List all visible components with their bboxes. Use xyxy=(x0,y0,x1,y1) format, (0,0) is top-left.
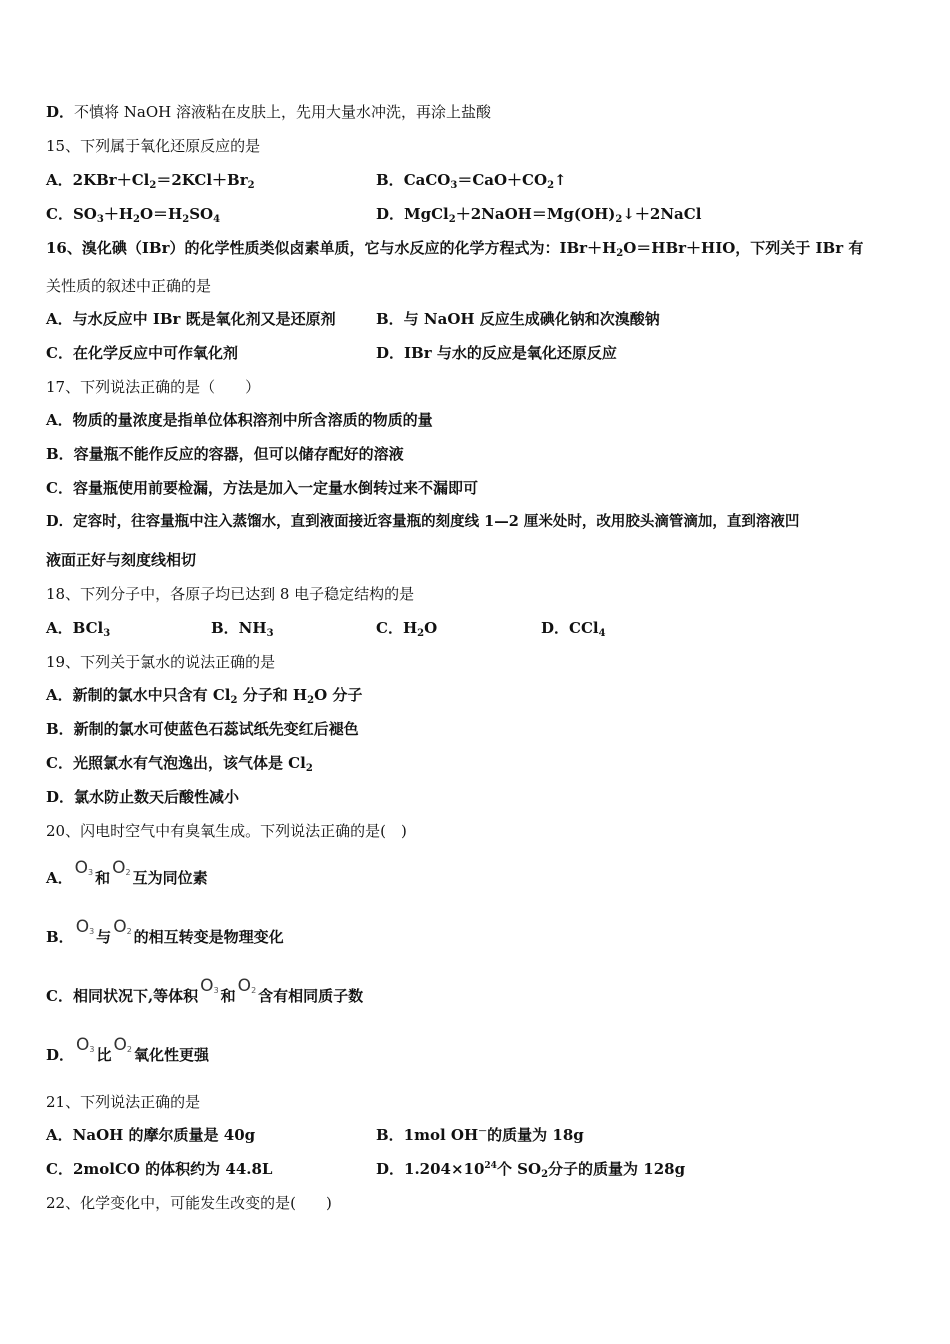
q17-option-d-line1: D．定容时，往容量瓶中注入蒸馏水，直到液面接近容量瓶的刻度线 1—2 厘米处时，改用胶头滴管滴加，直到溶液凹 xyxy=(46,513,800,530)
question-21: 21、下列说法正确的是 xyxy=(46,1093,201,1111)
q14-option-d xyxy=(46,102,491,122)
question-19: 19、下列关于氯水的说法正确的是 xyxy=(46,653,276,671)
q19-option-d: D．氯水防止数天后酸性减小 xyxy=(46,788,240,806)
question-16-line1: 16、溴化碘（IBr）的化学性质类似卤素单质，它与水反应的化学方程式为：$IBr+H_2O=HBr+HIO$，下列关于 IBr 有 xyxy=(46,239,864,259)
option-label: D． xyxy=(46,103,75,121)
oxygen-formula: $O_2$ xyxy=(113,917,132,937)
q17-option-b: B．容量瓶不能作反应的容器，但可以储存配好的溶液 xyxy=(46,445,404,463)
q16-option-d: D．IBr 与水的反应是氧化还原反应 xyxy=(376,344,617,362)
q18-option-b: B．$NH_3$ xyxy=(211,619,274,639)
question-18: 18、下列分子中，各原子均已达到 8 电子稳定结构的是 xyxy=(46,585,415,603)
q17-option-a: A．物质的量浓度是指单位体积溶剂中所含溶质的物质的量 xyxy=(46,411,433,429)
question-16-line2: 关性质的叙述中正确的是 xyxy=(46,277,212,295)
question-15: 15、下列属于氧化还原反应的是 xyxy=(46,137,261,155)
q15-option-d: D．$MgCl_2+2NaOH=Mg(OH)_2↓+2NaCl$ xyxy=(376,205,702,225)
q16-option-a: A．与水反应中 IBr 既是氧化剂又是还原剂 xyxy=(46,310,336,328)
ozone-formula: $O_3$ xyxy=(75,917,95,937)
q21-option-c: C．2molCO 的体积约为 44.8L xyxy=(46,1160,273,1178)
q18-option-c: C．$H_2O$ xyxy=(376,619,438,639)
question-20: 20、闪电时空气中有臭氧生成。下列说法正确的是( ) xyxy=(46,822,407,840)
oxygen-formula: $O_2$ xyxy=(113,1035,132,1055)
q15-option-b: B．$CaCO_3=CaO+CO_2↑$ xyxy=(376,171,567,191)
q21-option-b: B．1mol OH－的质量为 18g xyxy=(376,1126,584,1144)
q21-option-a: A．NaOH 的摩尔质量是 40g xyxy=(46,1126,256,1144)
q15-option-c: C．$SO_3+H_2O=H_2SO_4$ xyxy=(46,205,221,225)
q18-option-d: D．CCl$_4$ xyxy=(541,619,606,639)
q20-option-d: D． $O_3$ 比 $O_2$ 氧化性更强 xyxy=(46,1035,210,1064)
q19-option-c: C．光照氯水有气泡逸出，该气体是 $Cl_2$ xyxy=(46,754,313,774)
q20-option-a: A． $O_3$ 和 $O_2$ 互为同位素 xyxy=(46,858,208,887)
ozone-formula: $O_3$ xyxy=(200,976,219,996)
ozone-formula: $O_3$ xyxy=(76,1035,95,1055)
q20-option-b: B． $O_3$ 与 $O_2$ 的相互转变是物理变化 xyxy=(46,917,284,946)
question-17: 17、下列说法正确的是（ ） xyxy=(46,378,261,396)
oxygen-formula: $O_2$ xyxy=(237,976,257,996)
q17-option-d-line2: 液面正好与刻度线相切 xyxy=(46,551,197,569)
q19-option-a: A．新制的氯水中只含有 $Cl_2$ 分子和 $H_2O$ 分子 xyxy=(46,686,363,706)
q20-option-c: C．相同状况下,等体积 $O_3$ 和 $O_2$ 含有相同质子数 xyxy=(46,976,364,1005)
q15-option-a: A．$2KBr+Cl_2=2KCl+Br_2$ xyxy=(46,171,255,191)
q16-option-b: B．与 NaOH 反应生成碘化钠和次溴酸钠 xyxy=(376,310,660,328)
question-22: 22、化学变化中，可能发生改变的是( ) xyxy=(46,1194,332,1212)
ozone-formula: $O_3$ xyxy=(74,858,94,878)
q17-option-c: C．容量瓶使用前要检漏，方法是加入一定量水倒转过来不漏即可 xyxy=(46,479,478,497)
option-text: 不慎将 NaOH 溶液粘在皮肤上，先用大量水冲洗，再涂上盐酸 xyxy=(74,103,492,121)
q21-option-d: D．$1.204\times 10^{24}$个 $SO_2$分子的质量为 128g xyxy=(376,1160,686,1180)
q19-option-b: B．新制的氯水可使蓝色石蕊试纸先变红后褪色 xyxy=(46,720,359,738)
q16-option-c: C．在化学反应中可作氧化剂 xyxy=(46,344,238,362)
oxygen-formula: $O_2$ xyxy=(112,858,131,878)
q18-option-a: A．BCl$_3$ xyxy=(46,619,111,639)
